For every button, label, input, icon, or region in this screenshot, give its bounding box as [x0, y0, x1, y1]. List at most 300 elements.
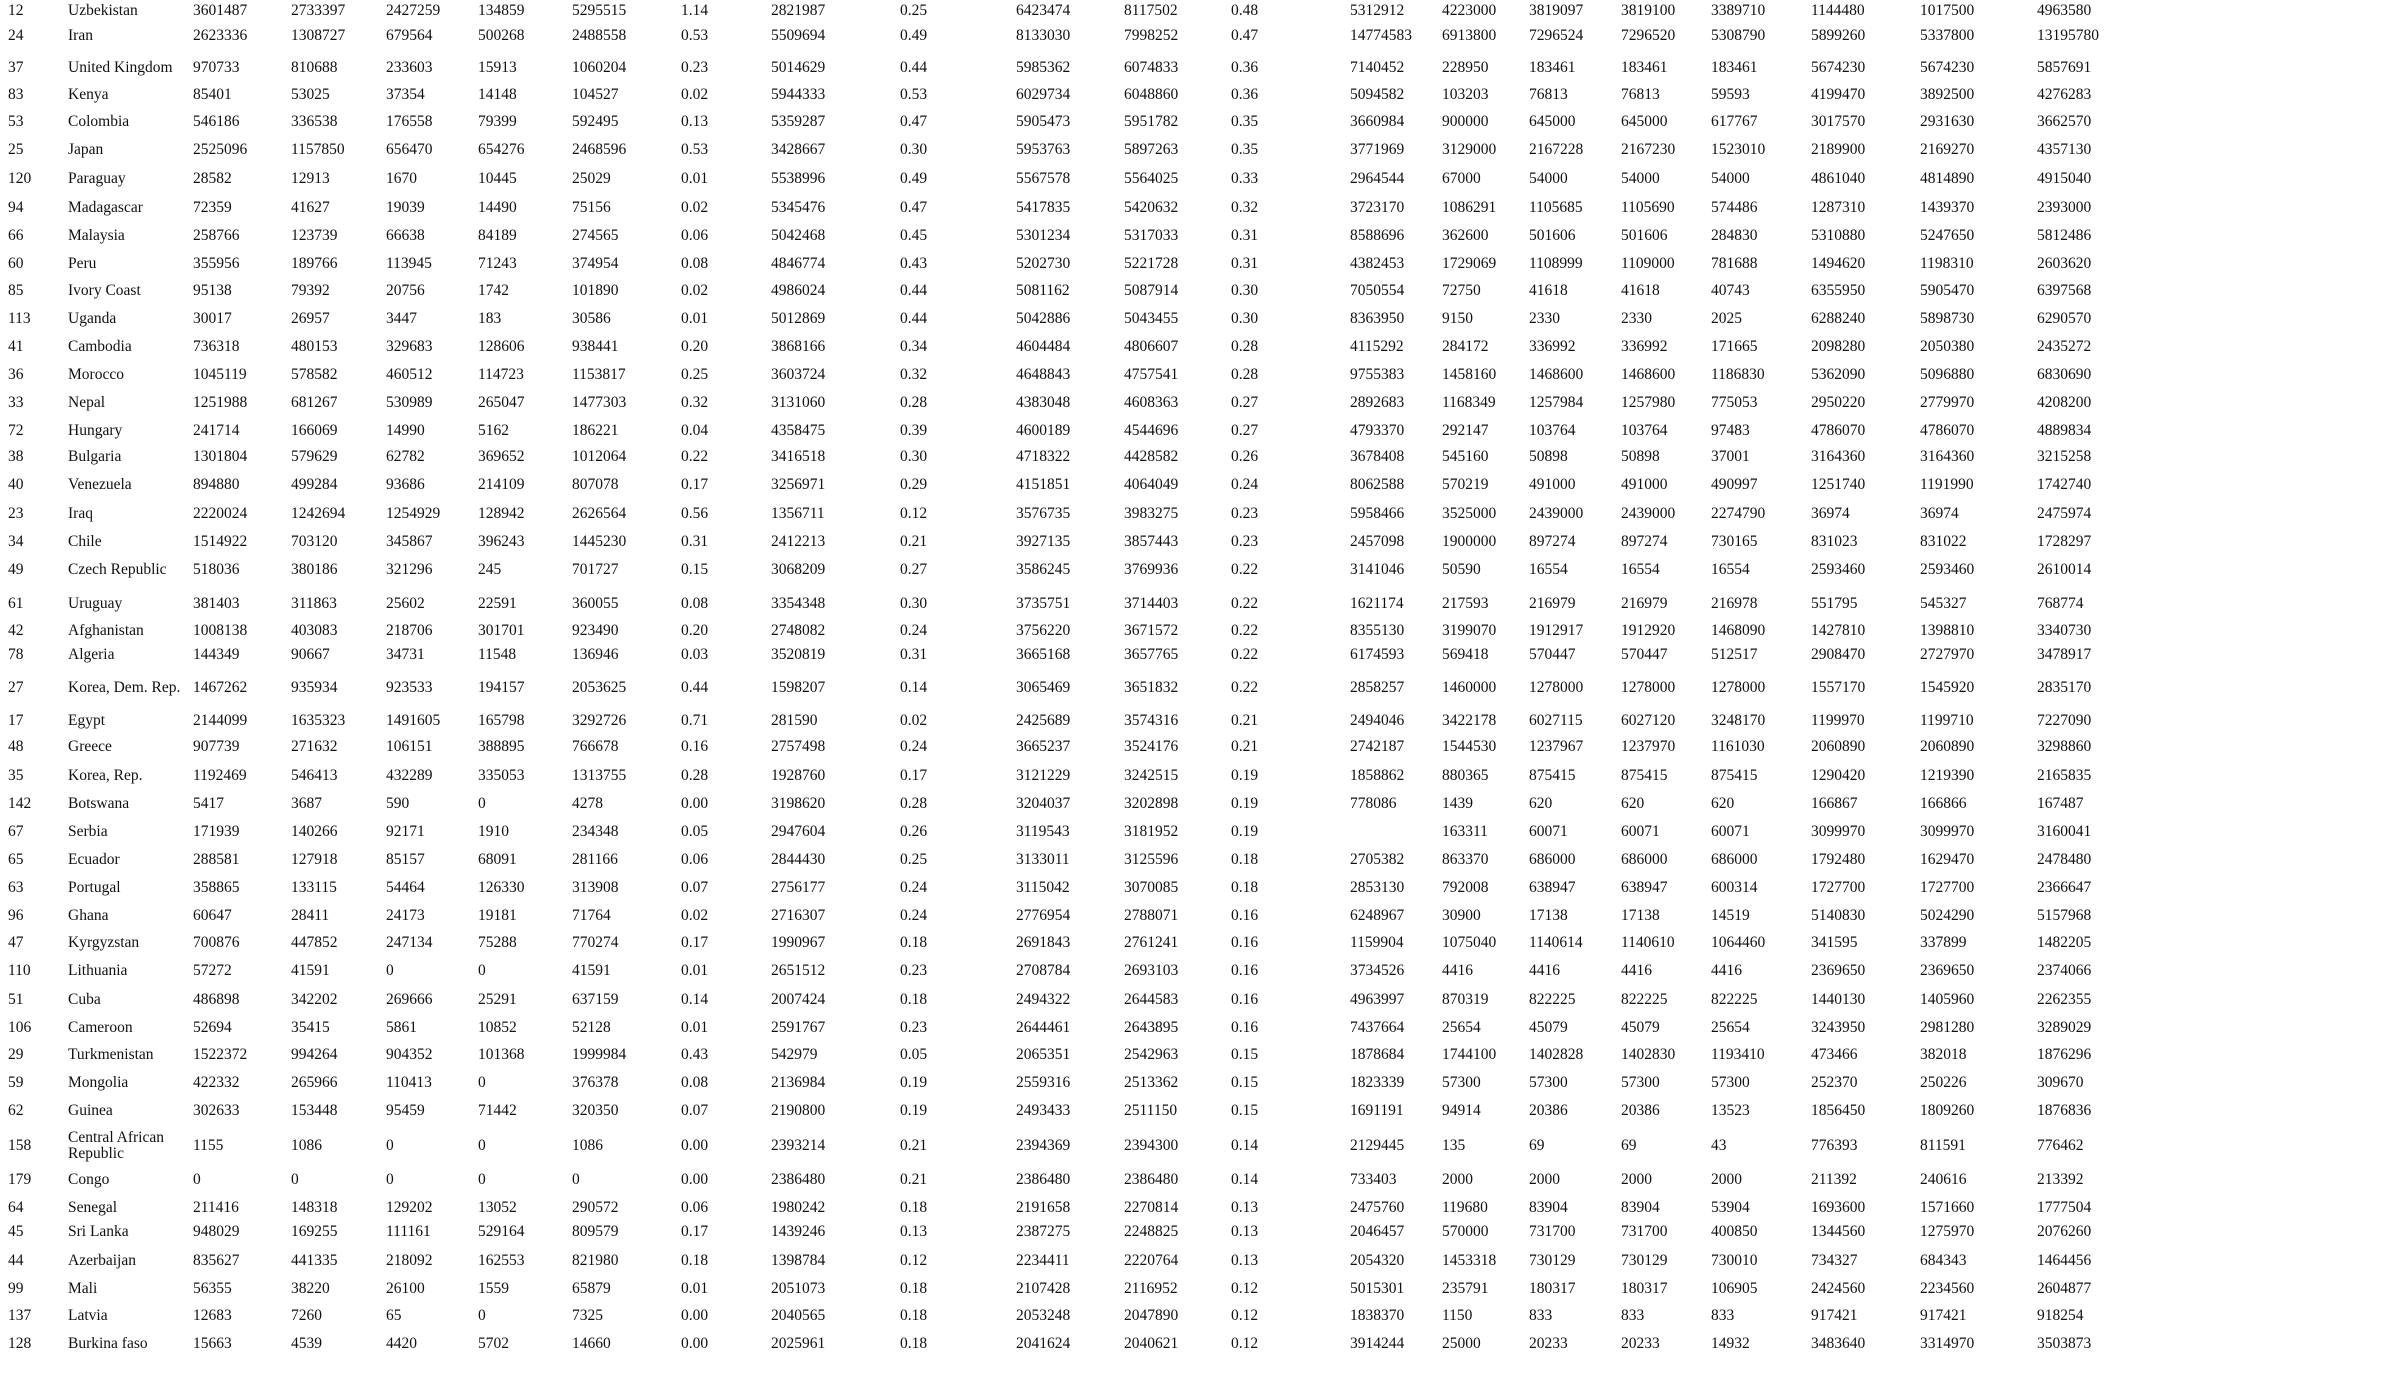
- cell-v7: 6423474: [1016, 1, 1071, 19]
- cell-v6: 3868166: [771, 337, 826, 355]
- cell-country: Serbia: [68, 823, 108, 840]
- cell-ratio2: 0.28: [900, 393, 928, 411]
- cell-v11: 41618: [1529, 282, 1568, 299]
- cell-v6: 3428667: [771, 140, 826, 158]
- cell-v15: 5674230: [1920, 58, 1975, 76]
- cell-v3: 129202: [386, 1199, 433, 1216]
- cell-country: Guinea: [68, 1101, 113, 1119]
- cell-rank: 17: [8, 712, 24, 729]
- cell-ratio3: 0.32: [1231, 198, 1259, 216]
- cell-v9: 1838370: [1350, 1306, 1405, 1324]
- cell-country: Ivory Coast: [68, 282, 141, 299]
- cell-v10: 3129000: [1442, 140, 1497, 158]
- cell-v5: 290572: [572, 1199, 619, 1216]
- cell-v9: 4963997: [1350, 990, 1405, 1008]
- cell-v4: 183: [478, 309, 502, 327]
- cell-v2: 4539: [291, 1335, 322, 1352]
- cell-ratio1: 0.31: [681, 532, 709, 550]
- cell-v14: 2593460: [1811, 561, 1866, 578]
- cell-v15: 5337800: [1920, 26, 1975, 44]
- cell-v10: 4223000: [1442, 1, 1497, 19]
- cell-v5: 52128: [572, 1018, 611, 1036]
- cell-v3: 95459: [386, 1101, 425, 1119]
- cell-ratio1: 0.43: [681, 1046, 709, 1063]
- cell-ratio1: 0.06: [681, 850, 709, 868]
- cell-v4: 194157: [478, 679, 525, 696]
- cell-ratio2: 0.05: [900, 1046, 928, 1063]
- table-row: [0, 620, 2388, 641]
- cell-v9: 5015301: [1350, 1279, 1405, 1297]
- cell-v12: 501606: [1621, 226, 1668, 244]
- cell-v4: 75288: [478, 933, 517, 951]
- cell-v14: 734327: [1811, 1252, 1858, 1269]
- cell-v14: 5310880: [1811, 226, 1866, 244]
- cell-v1: 518036: [193, 561, 240, 578]
- cell-v8: 2693103: [1124, 961, 1179, 979]
- cell-v16: 2374066: [2037, 961, 2092, 979]
- cell-ratio3: 0.30: [1231, 282, 1259, 299]
- table-row: [0, 50, 2388, 85]
- cell-ratio2: 0.23: [900, 961, 928, 979]
- cell-v2: 26957: [291, 309, 330, 327]
- table-row: [0, 473, 2388, 497]
- cell-v10: 1458160: [1442, 365, 1497, 383]
- cell-country: Egypt: [68, 712, 106, 729]
- cell-v13: 1161030: [1711, 737, 1765, 755]
- cell-v5: 1313755: [572, 766, 627, 784]
- cell-v8: 3242515: [1124, 766, 1179, 784]
- cell-v16: 2610014: [2037, 561, 2092, 578]
- cell-v8: 2761241: [1124, 933, 1179, 951]
- cell-v8: 2394300: [1124, 1136, 1179, 1154]
- cell-v1: 60647: [193, 906, 232, 924]
- cell-v13: 4416: [1711, 961, 1742, 979]
- cell-v11: 638947: [1529, 878, 1576, 896]
- table-row: [0, 441, 2388, 473]
- cell-rank: 40: [8, 476, 24, 493]
- table-row: [0, 1278, 2388, 1299]
- cell-ratio1: 0.17: [681, 933, 709, 951]
- cell-v12: 3819100: [1621, 1, 1676, 19]
- cell-v8: 3671572: [1124, 621, 1179, 639]
- cell-v8: 5897263: [1124, 140, 1179, 158]
- cell-rank: 137: [8, 1306, 32, 1324]
- cell-v10: 67000: [1442, 170, 1481, 187]
- cell-v6: 5042468: [771, 226, 826, 244]
- cell-ratio3: 0.28: [1231, 365, 1259, 383]
- table-row: [0, 815, 2388, 849]
- cell-rank: 67: [8, 823, 24, 840]
- cell-ratio3: 0.36: [1231, 58, 1259, 76]
- cell-v11: 20233: [1529, 1335, 1568, 1352]
- cell-v4: 15913: [478, 58, 517, 76]
- cell-country: Morocco: [68, 365, 124, 383]
- cell-v8: 3651832: [1124, 679, 1179, 696]
- cell-v1: 1045119: [193, 365, 247, 383]
- cell-rank: 27: [8, 679, 24, 696]
- cell-v6: 3256971: [771, 476, 826, 493]
- cell-v14: 341595: [1811, 933, 1858, 951]
- cell-ratio3: 0.35: [1231, 140, 1259, 158]
- cell-v8: 4064049: [1124, 476, 1179, 493]
- cell-v8: 3574316: [1124, 712, 1179, 729]
- row-margin: [0, 1128, 8, 1163]
- cell-v3: 656470: [386, 140, 433, 158]
- cell-v9: 5094582: [1350, 86, 1405, 103]
- cell-ratio3: 0.27: [1231, 421, 1259, 439]
- cell-v13: 781688: [1711, 254, 1758, 272]
- cell-v11: 2330: [1529, 309, 1560, 327]
- row-margin: [0, 85, 8, 105]
- cell-v9: 6248967: [1350, 906, 1405, 924]
- cell-v11: 216979: [1529, 594, 1576, 612]
- cell-v15: 4786070: [1920, 421, 1975, 439]
- cell-v14: 1856450: [1811, 1101, 1866, 1119]
- cell-v16: 5857691: [2037, 58, 2092, 76]
- cell-rank: 61: [8, 594, 24, 612]
- cell-ratio3: 0.19: [1231, 766, 1259, 784]
- cell-v13: 1064460: [1711, 933, 1766, 951]
- cell-v11: 76813: [1529, 86, 1568, 103]
- cell-v5: 71764: [572, 906, 611, 924]
- cell-v6: 3131060: [771, 393, 826, 411]
- cell-ratio3: 0.22: [1231, 561, 1259, 578]
- cell-v12: 638947: [1621, 878, 1668, 896]
- cell-v15: 2779970: [1920, 393, 1975, 411]
- cell-v3: 92171: [386, 823, 425, 840]
- cell-ratio3: 0.13: [1231, 1222, 1259, 1240]
- cell-v13: 574486: [1711, 198, 1758, 216]
- cell-ratio1: 0.03: [681, 645, 709, 663]
- cell-v7: 8133030: [1016, 26, 1071, 44]
- row-margin: [0, 1299, 8, 1332]
- cell-v3: 20756: [386, 282, 425, 299]
- cell-v14: 3099970: [1811, 823, 1866, 840]
- cell-v13: 284830: [1711, 226, 1758, 244]
- cell-country: Peru: [68, 254, 97, 272]
- cell-v11: 501606: [1529, 226, 1576, 244]
- cell-v12: 731700: [1621, 1222, 1668, 1240]
- cell-v3: 85157: [386, 850, 425, 868]
- cell-v1: 894880: [193, 476, 240, 493]
- cell-v3: 24173: [386, 906, 425, 924]
- cell-ratio1: 0.02: [681, 86, 709, 103]
- cell-v16: 1464456: [2037, 1252, 2092, 1269]
- cell-v3: 0: [386, 1171, 394, 1188]
- cell-v9: 3914244: [1350, 1335, 1405, 1352]
- cell-country: Kyrgyzstan: [68, 933, 140, 951]
- cell-v1: 95138: [193, 282, 232, 299]
- cell-v8: 2511150: [1124, 1101, 1178, 1119]
- cell-v1: 72359: [193, 198, 232, 216]
- cell-ratio1: 0.02: [681, 282, 709, 299]
- cell-v4: 245: [478, 561, 502, 578]
- cell-v12: 645000: [1621, 112, 1668, 130]
- cell-v16: 2366647: [2037, 878, 2092, 896]
- cell-v16: 1728297: [2037, 532, 2092, 550]
- cell-ratio1: 0.01: [681, 170, 709, 187]
- cell-v10: 4416: [1442, 961, 1473, 979]
- cell-v16: 4276283: [2037, 86, 2092, 103]
- cell-ratio2: 0.49: [900, 26, 928, 44]
- cell-v3: 432289: [386, 766, 433, 784]
- cell-ratio3: 0.21: [1231, 737, 1259, 755]
- cell-v11: 3819097: [1529, 1, 1584, 19]
- cell-v7: 2234411: [1016, 1252, 1070, 1269]
- cell-v16: 6290570: [2037, 309, 2092, 327]
- cell-v8: 3070085: [1124, 878, 1179, 896]
- cell-v8: 7998252: [1124, 26, 1179, 44]
- cell-v10: 900000: [1442, 112, 1489, 130]
- cell-v14: 1251740: [1811, 476, 1866, 493]
- cell-v11: 570447: [1529, 645, 1576, 663]
- cell-v7: 4718322: [1016, 448, 1071, 465]
- cell-v11: 491000: [1529, 476, 1576, 493]
- cell-country: Mali: [68, 1279, 98, 1297]
- cell-ratio2: 0.24: [900, 621, 928, 639]
- cell-ratio3: 0.15: [1231, 1046, 1259, 1063]
- cell-rank: 85: [8, 282, 24, 299]
- cell-rank: 63: [8, 878, 24, 896]
- cell-v7: 4383048: [1016, 393, 1071, 411]
- cell-v16: 167487: [2037, 794, 2084, 812]
- cell-v7: 3735751: [1016, 594, 1071, 612]
- cell-v13: 3248170: [1711, 712, 1766, 729]
- cell-rank: 12: [8, 1, 24, 19]
- cell-country: Korea, Dem. Rep.: [68, 679, 181, 696]
- cell-v6: 2136984: [771, 1073, 826, 1091]
- cell-v15: 1191990: [1920, 476, 1974, 493]
- table-row: [0, 734, 2388, 759]
- cell-country: Ecuador: [68, 850, 120, 868]
- cell-v12: 2167230: [1621, 140, 1676, 158]
- cell-v2: 140266: [291, 823, 338, 840]
- cell-country: Botswana: [68, 794, 130, 812]
- cell-v9: 8355130: [1350, 621, 1405, 639]
- cell-v3: 26100: [386, 1279, 425, 1297]
- cell-v9: 9755383: [1350, 365, 1405, 383]
- cell-v16: 13195780: [2037, 26, 2099, 44]
- cell-v13: 2274790: [1711, 504, 1766, 522]
- cell-ratio1: 0.71: [681, 712, 709, 729]
- cell-v1: 241714: [193, 421, 240, 439]
- cell-v6: 5014629: [771, 58, 826, 76]
- cell-country: Bulgaria: [68, 448, 122, 465]
- cell-v13: 16554: [1711, 561, 1750, 578]
- cell-v4: 11548: [478, 645, 517, 663]
- cell-v9: 1878684: [1350, 1046, 1405, 1063]
- cell-v11: 686000: [1529, 850, 1576, 868]
- table-row: [0, 420, 2388, 441]
- table-row: [0, 161, 2388, 197]
- cell-v7: 2065351: [1016, 1046, 1071, 1063]
- cell-v5: 376378: [572, 1073, 619, 1091]
- cell-v5: 1445230: [572, 532, 627, 550]
- cell-ratio2: 0.17: [900, 766, 928, 784]
- cell-v16: 3289029: [2037, 1018, 2092, 1036]
- cell-v3: 460512: [386, 365, 433, 383]
- cell-v2: 0: [291, 1171, 299, 1188]
- cell-v7: 5081162: [1016, 282, 1070, 299]
- cell-v1: 15663: [193, 1335, 232, 1352]
- cell-v7: 5202730: [1016, 254, 1071, 272]
- cell-v6: 2716307: [771, 906, 826, 924]
- cell-v1: 835627: [193, 1252, 240, 1269]
- cell-ratio2: 0.31: [900, 645, 928, 663]
- cell-rank: 24: [8, 26, 24, 44]
- cell-v11: 4416: [1529, 961, 1560, 979]
- cell-v3: 233603: [386, 58, 433, 76]
- cell-v1: 948029: [193, 1222, 240, 1240]
- cell-v4: 14490: [478, 198, 517, 216]
- cell-v15: 4814890: [1920, 170, 1975, 187]
- table-row: [0, 905, 2388, 926]
- cell-v12: 491000: [1621, 476, 1668, 493]
- cell-country: Madagascar: [68, 198, 143, 216]
- row-margin: [0, 1017, 8, 1038]
- cell-v8: 2040621: [1124, 1335, 1179, 1352]
- row-margin: [0, 792, 8, 815]
- cell-ratio2: 0.24: [900, 878, 928, 896]
- cell-v13: 5308790: [1711, 26, 1766, 44]
- cell-v13: 171665: [1711, 337, 1758, 355]
- cell-v5: 1012064: [572, 448, 627, 465]
- cell-ratio2: 0.19: [900, 1073, 928, 1091]
- cell-v2: 810688: [291, 58, 338, 76]
- cell-rank: 33: [8, 393, 24, 411]
- cell-ratio2: 0.43: [900, 254, 928, 272]
- cell-country: Venezuela: [68, 476, 132, 493]
- cell-v6: 1928760: [771, 766, 826, 784]
- cell-v10: 570000: [1442, 1222, 1489, 1240]
- cell-v4: 1742: [478, 282, 509, 299]
- cell-ratio3: 0.15: [1231, 1101, 1259, 1119]
- cell-v9: 3771969: [1350, 140, 1405, 158]
- cell-v4: 165798: [478, 712, 525, 729]
- cell-ratio1: 0.44: [681, 679, 709, 696]
- cell-ratio2: 0.45: [900, 226, 928, 244]
- cell-v7: 3586245: [1016, 561, 1071, 578]
- cell-ratio2: 0.21: [900, 1136, 928, 1154]
- cell-v6: 2821987: [771, 1, 826, 19]
- row-margin: [0, 274, 8, 308]
- cell-rank: 179: [8, 1171, 32, 1188]
- cell-ratio2: 0.12: [900, 1252, 928, 1269]
- cell-v6: 5509694: [771, 26, 826, 44]
- cell-v7: 3115042: [1016, 878, 1070, 896]
- cell-v16: 3215258: [2037, 448, 2092, 465]
- cell-v13: 730165: [1711, 532, 1758, 550]
- cell-v16: 2603620: [2037, 254, 2092, 272]
- cell-v6: 281590: [771, 712, 818, 729]
- cell-v14: 6288240: [1811, 309, 1866, 327]
- cell-v7: 5417835: [1016, 198, 1071, 216]
- cell-v2: 403083: [291, 621, 338, 639]
- cell-v12: 60071: [1621, 823, 1660, 840]
- cell-country: Malaysia: [68, 226, 125, 244]
- cell-v15: 5898730: [1920, 309, 1975, 327]
- cell-v9: 2742187: [1350, 737, 1405, 755]
- cell-rank: 66: [8, 226, 24, 244]
- cell-country: Central African Republic: [68, 1128, 164, 1162]
- cell-v11: 1105685: [1529, 198, 1583, 216]
- cell-country: Nepal: [68, 393, 106, 411]
- cell-v16: 309670: [2037, 1073, 2084, 1091]
- cell-v10: 163311: [1442, 823, 1488, 840]
- cell-v8: 5420632: [1124, 198, 1179, 216]
- cell-v4: 500268: [478, 26, 525, 44]
- table-row: [0, 1197, 2388, 1219]
- cell-v4: 79399: [478, 112, 517, 130]
- cell-v7: 2053248: [1016, 1306, 1071, 1324]
- table-row: [0, 1299, 2388, 1332]
- cell-v1: 1155: [193, 1136, 224, 1154]
- cell-v15: 1275970: [1920, 1222, 1975, 1240]
- cell-v9: 7050554: [1350, 282, 1405, 299]
- cell-v4: 369652: [478, 448, 525, 465]
- cell-v8: 2643895: [1124, 1018, 1179, 1036]
- cell-v14: 6355950: [1811, 282, 1866, 299]
- cell-ratio2: 0.47: [900, 198, 928, 216]
- cell-v7: 5985362: [1016, 58, 1071, 76]
- table-row: [0, 792, 2388, 815]
- cell-v12: 1109000: [1621, 254, 1675, 272]
- cell-v15: 1405960: [1920, 990, 1975, 1008]
- cell-ratio2: 0.39: [900, 421, 928, 439]
- cell-v6: 5012869: [771, 309, 826, 327]
- cell-rank: 29: [8, 1046, 24, 1063]
- cell-ratio1: 0.28: [681, 766, 709, 784]
- cell-v5: 313908: [572, 878, 619, 896]
- cell-v4: 0: [478, 794, 486, 812]
- cell-v8: 2542963: [1124, 1046, 1179, 1063]
- table-row: [0, 364, 2388, 385]
- cell-v2: 499284: [291, 476, 338, 493]
- cell-v1: 211416: [193, 1199, 239, 1216]
- cell-v12: 897274: [1621, 532, 1668, 550]
- cell-ratio1: 0.01: [681, 961, 709, 979]
- row-margin: [0, 138, 8, 161]
- row-margin: [0, 441, 8, 473]
- cell-v13: 1278000: [1711, 679, 1766, 696]
- cell-v1: 302633: [193, 1101, 240, 1119]
- cell-v15: 1809260: [1920, 1101, 1975, 1119]
- cell-v4: 1910: [478, 823, 509, 840]
- cell-v4: 265047: [478, 393, 525, 411]
- cell-v3: 345867: [386, 532, 433, 550]
- table-row: [0, 959, 2388, 982]
- cell-v16: 1876836: [2037, 1101, 2092, 1119]
- cell-v14: 5140830: [1811, 906, 1866, 924]
- cell-rank: 62: [8, 1101, 24, 1119]
- cell-v1: 546186: [193, 112, 240, 130]
- cell-v13: 54000: [1711, 170, 1750, 187]
- cell-v4: 0: [478, 1073, 486, 1091]
- cell-country: Chile: [68, 532, 102, 550]
- cell-v11: 180317: [1529, 1279, 1576, 1297]
- cell-ratio1: 0.02: [681, 906, 709, 924]
- cell-v5: 923490: [572, 621, 619, 639]
- cell-v2: 28411: [291, 906, 330, 924]
- cell-country: Czech Republic: [68, 561, 167, 578]
- cell-v7: 2494322: [1016, 990, 1071, 1008]
- cell-v13: 3389710: [1711, 1, 1766, 19]
- cell-v10: 1744100: [1442, 1046, 1497, 1063]
- cell-v8: 3714403: [1124, 594, 1179, 612]
- cell-v1: 1514922: [193, 532, 248, 550]
- cell-v10: 1453318: [1442, 1252, 1497, 1269]
- cell-v14: 3017570: [1811, 112, 1866, 130]
